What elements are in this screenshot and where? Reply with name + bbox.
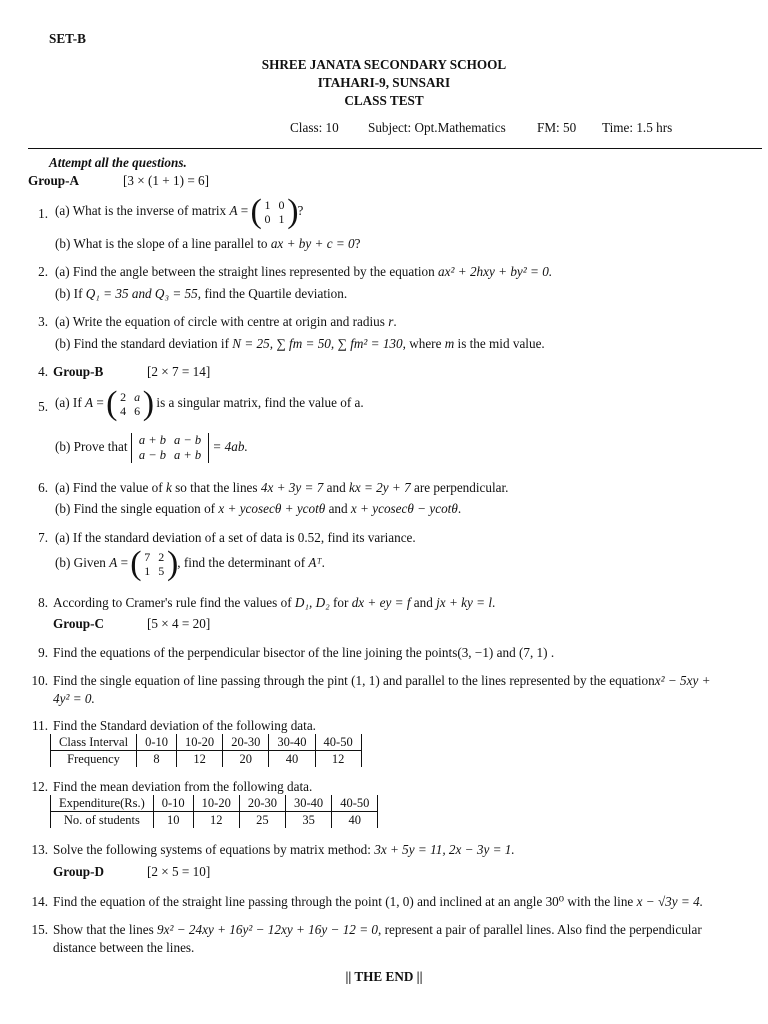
q15-line-2: distance between the lines. [53, 940, 195, 955]
q7-part-b: (b) Given A = ( 7 2 1 5 ) , find the determinant of Aᵀ. [55, 545, 325, 582]
q1-part-a: (a) What is the inverse of matrix A = ( 1 0 0 1 ) ? [55, 193, 304, 230]
the-end: || THE END || [345, 969, 423, 984]
subject-info: Subject: Opt.Mathematics [368, 120, 506, 135]
q3-part-b: (b) Find the standard deviation if N = 25, ∑ fm = 50, ∑ fm² = 130, where m is the mid value. [55, 336, 545, 351]
q5-number: 5. [38, 399, 48, 414]
q14-number: 14. [31, 894, 48, 909]
q15-line-1: Show that the lines 9x² − 24xy + 16y² − 12xy + 16y − 12 = 0, represent a pair of parallel lines. Also find the perpendicular [53, 922, 702, 937]
school-name: SHREE JANATA SECONDARY SCHOOL [261, 57, 507, 72]
q12-text: Find the mean deviation from the following data. [53, 779, 313, 794]
q6-number: 6. [38, 480, 48, 495]
q15-number: 15. [31, 922, 48, 937]
q5-matrix: ( 2 a 4 6 ) [106, 385, 155, 422]
q4-number: 4. [38, 364, 48, 379]
q10-line-2: 4y² = 0. [53, 691, 95, 706]
q5-determinant: a + b a − b a − b a + b [131, 433, 209, 463]
q14-text: Find the equation of the straight line passing through the point (1, 0) and inclined at an angle 30⁰ with the line x − √3y = 4. [53, 894, 704, 909]
table-row: Expenditure(Rs.) 0-10 10-20 20-30 30-40 40-50 [51, 795, 378, 812]
group-c-label: Group-C [53, 616, 105, 631]
q5-part-a: (a) If A = ( 2 a 4 6 ) is a singular matrix, find the value of a. [55, 385, 364, 422]
table-row: No. of students 10 12 25 35 40 [51, 812, 378, 829]
q8-text: According to Cramer's rule find the values of D₁, D₂ for dx + ey = f and jx + ky = l. [53, 595, 496, 610]
group-b-label: Group-B [53, 364, 104, 379]
q11-number: 11. [32, 718, 48, 733]
table-row: Frequency 8 12 20 40 12 [51, 751, 362, 768]
group-b-marks: [2 × 7 = 14] [147, 364, 211, 379]
q2-number: 2. [38, 264, 48, 279]
q7-number: 7. [38, 530, 48, 545]
q1-part-b: (b) What is the slope of a line parallel to ax + by + c = 0? [55, 236, 361, 251]
group-a-label: Group-A [28, 173, 80, 188]
table-row: Class Interval 0-10 10-20 20-30 30-40 40-50 [51, 734, 362, 751]
q6-part-b: (b) Find the single equation of x + ycosecθ + ycotθ and x + ycosecθ − ycotθ. [55, 501, 462, 516]
set-label: SET-B [49, 31, 86, 46]
q11-table [50, 734, 362, 767]
test-title: CLASS TEST [344, 93, 424, 108]
header-divider [28, 148, 762, 149]
q1-number: 1. [38, 206, 48, 221]
q12-table [50, 795, 378, 828]
q6-part-a: (a) Find the value of k so that the lines 4x + 3y = 7 and kx = 2y + 7 are perpendicular. [55, 480, 509, 495]
q1-matrix: ( 1 0 0 1 ) [250, 193, 299, 230]
instruction: Attempt all the questions. [49, 155, 187, 170]
q13-text: Solve the following systems of equations by matrix method: 3x + 5y = 11, 2x − 3y = 1. [53, 842, 515, 857]
q2-part-b: (b) If Q₁ = 35 and Q₃ = 55, find the Quartile deviation. [55, 286, 348, 301]
time-info: Time: 1.5 hrs [602, 120, 673, 135]
q3-part-a: (a) Write the equation of circle with centre at origin and radius r. [55, 314, 397, 329]
group-d-label: Group-D [53, 864, 105, 879]
group-d-marks: [2 × 5 = 10] [147, 864, 211, 879]
q10-line-1: Find the single equation of line passing through the pint (1, 1) and parallel to the lines represented by the equationx² − 5xy + [53, 673, 711, 688]
q12-number: 12. [31, 779, 48, 794]
fm-info: FM: 50 [537, 120, 577, 135]
q11-text: Find the Standard deviation of the following data. [53, 718, 316, 733]
q9-text: Find the equations of the perpendicular bisector of the line joining the points(3, −1) and (7, 1) . [53, 645, 555, 660]
q10-number: 10. [31, 673, 48, 688]
q2-part-a: (a) Find the angle between the straight lines represented by the equation ax² + 2hxy + by² = 0. [55, 264, 553, 279]
class-info: Class: 10 [290, 120, 339, 135]
q3-number: 3. [38, 314, 48, 329]
q5-part-b: (b) Prove that a + b a − b a − b a + b = 4ab. [55, 433, 248, 462]
school-address: ITAHARI-9, SUNSARI [317, 75, 451, 90]
q9-number: 9. [38, 645, 48, 660]
group-a-marks: [3 × (1 + 1) = 6] [123, 173, 210, 188]
q13-number: 13. [31, 842, 48, 857]
q7-part-a: (a) If the standard deviation of a set of data is 0.52, find its variance. [55, 530, 416, 545]
q7-matrix: ( 7 2 1 5 ) [130, 545, 179, 582]
group-c-marks: [5 × 4 = 20] [147, 616, 211, 631]
q8-number: 8. [38, 595, 48, 610]
